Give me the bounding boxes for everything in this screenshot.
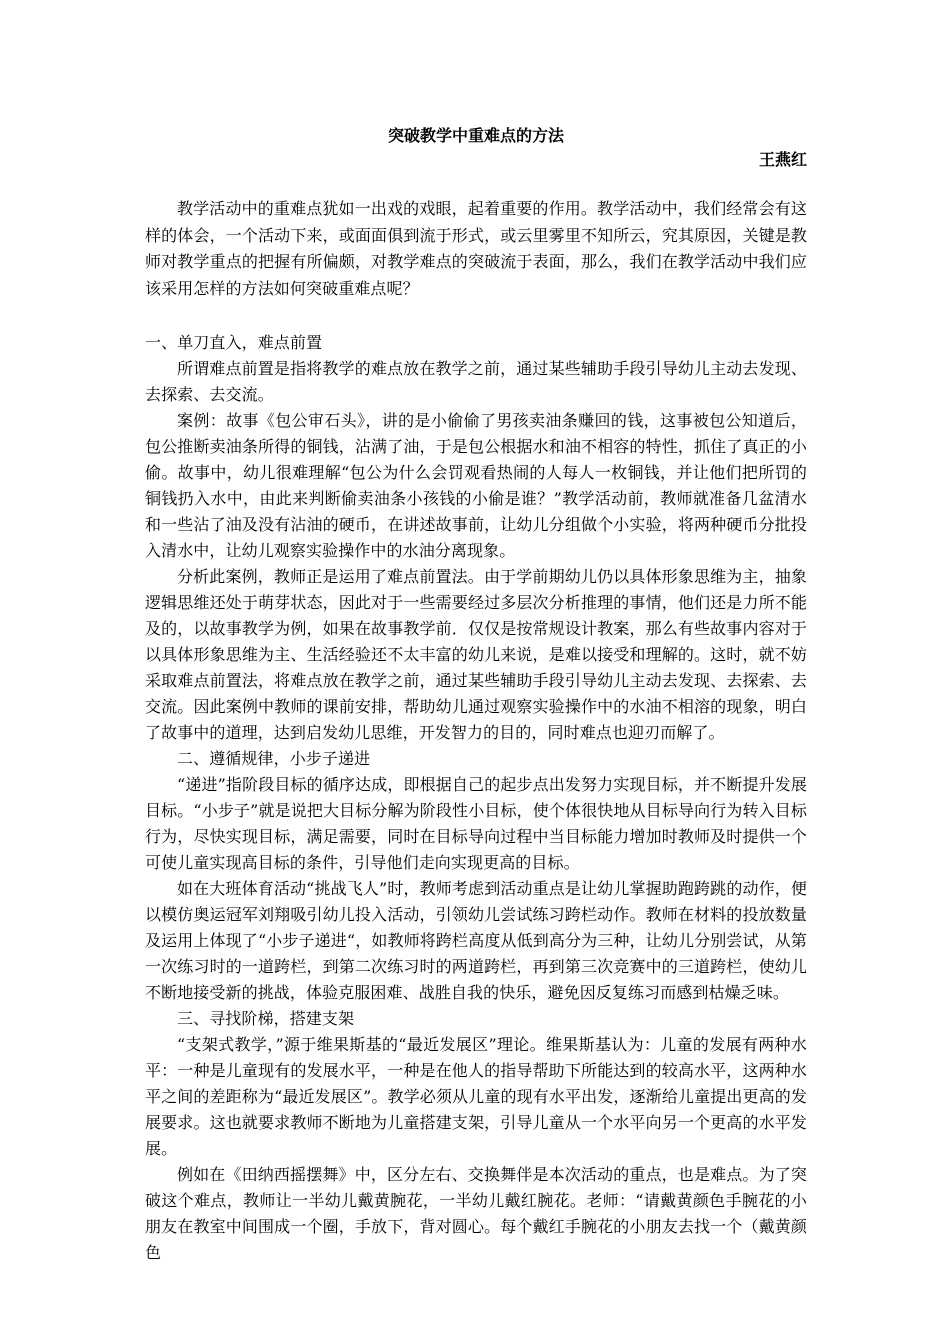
- section-3-paragraph-1: “支架式教学，”源于维果斯基的“最近发展区”理论。维果斯基认为：儿童的发展有两种水平：一种是儿童现有的发展水平，一种是在他人的指导帮助下所能达到的较高水平，这两种水平之间的差距称为“最近发展区”。教学必须从儿童的现有水平出发，逐渐给儿童提出更高的发展要求。这也就要求教师不断地为儿童搭建支架，引导儿童从一个水平向另一个更高的水平发展。: [145, 1035, 807, 1158]
- section-1-paragraph-1: 所谓难点前置是指将教学的难点放在教学之前，通过某些辅助手段引导幼儿主动去发现、去探索、去交流。: [145, 359, 807, 404]
- document-body: [145, 124, 807, 1266]
- intro-paragraph: 教学活动中的重难点犹如一出戏的戏眼，起着重要的作用。教学活动中，我们经常会有这样的体会，一个活动下来，或面面俱到流于形式，或云里雾里不知所云，究其原因，关键是教师对教学重点的把握有所偏颇，对教学难点的突破流于表面，那么，我们在教学活动中我们应该采用怎样的方法如何突破重难点呢？: [145, 199, 807, 298]
- section-2-paragraph-2: 如在大班体育活动“挑战飞人”时，教师考虑到活动重点是让幼儿掌握助跑跨跳的动作，便以模仿奥运冠军刘翔吸引幼儿投入活动，引领幼儿尝试练习跨栏动作。教师在材料的投放数量及运用上体现了“小步子递进“，如教师将跨栏高度从低到高分为三种，让幼儿分别尝试，从第一次练习时的一道跨栏，到第二次练习时的两道跨栏，再到第三次竞赛中的三道跨栏，使幼儿不断地接受新的挑战，体验克服困难、战胜自我的快乐，避免因反复练习而感到枯燥乏味。: [145, 879, 807, 1002]
- section-2-paragraph-1: “递进”指阶段目标的循序达成，即根据自己的起步点出发努力实现目标，并不断提升发展目标。“小步子”就是说把大目标分解为阶段性小目标，使个体很快地从目标导向行为转入目标行为，尽快实现目标，满足需要，同时在目标导向过程中当目标能力增加时教师及时提供一个可使儿童实现高目标的条件，引导他们走向实现更高的目标。: [145, 775, 807, 872]
- document-author: 王燕红: [758, 150, 807, 169]
- section-1-heading: 一、单刀直入，难点前置: [145, 333, 323, 352]
- section-2-heading: 二、遵循规律，小步子递进: [177, 749, 371, 768]
- document-title: 突破教学中重难点的方法: [387, 126, 564, 145]
- section-3-paragraph-2: 例如在《田纳西摇摆舞》中，区分左右、交换舞伴是本次活动的重点，也是难点。为了突破这个难点，教师让一半幼儿戴黄腕花，一半幼儿戴红腕花。老师：“请戴黄颜色手腕花的小朋友在教室中间围成一个圈，手放下，背对圆心。每个戴红手腕花的小朋友去找一个（戴黄颜色: [145, 1165, 807, 1262]
- section-1-paragraph-2: 案例：故事《包公审石头》，讲的是小偷偷了男孩卖油条赚回的钱，这事被包公知道后，包公推断卖油条所得的铜钱，沾满了油，于是包公根据水和油不相容的特性，抓住了真正的小偷。故事中，幼儿很难理解“包公为什么会罚观看热闹的人每人一枚铜钱，并让他们把所罚的铜钱扔入水中，由此来判断偷卖油条小孩钱的小偷是谁？”教学活动前，教师就准备几盆清水和一些沾了油及没有沾油的硬币，在讲述故事前，让幼儿分组做个小实验，将两种硬币分批投入清水中，让幼儿观察实验操作中的水油分离现象。: [145, 411, 807, 560]
- section-1-paragraph-3: 分析此案例，教师正是运用了难点前置法。由于学前期幼儿仍以具体形象思维为主，抽象逻辑思维还处于萌芽状态，因此对于一些需要经过多层次分析推理的事情，他们还是力所不能及的，以故事教学为例，如果在故事教学前．仅仅是按常规设计教案，那么有些故事内容对于以具体形象思维为主、生活经验还不太丰富的幼儿来说，是难以接受和理解的。这时，就不妨采取难点前置法，将难点放在教学之前，通过某些辅助手段引导幼儿主动去发现、去探索、去交流。因此案例中教师的课前安排，帮助幼儿通过观察实验操作中的水油不相溶的现象，明白了故事中的道理，达到启发幼儿思维，开发智力的目的，同时难点也迎刃而解了。: [145, 567, 807, 742]
- section-3-heading: 三、寻找阶梯，搭建支架: [177, 1009, 355, 1028]
